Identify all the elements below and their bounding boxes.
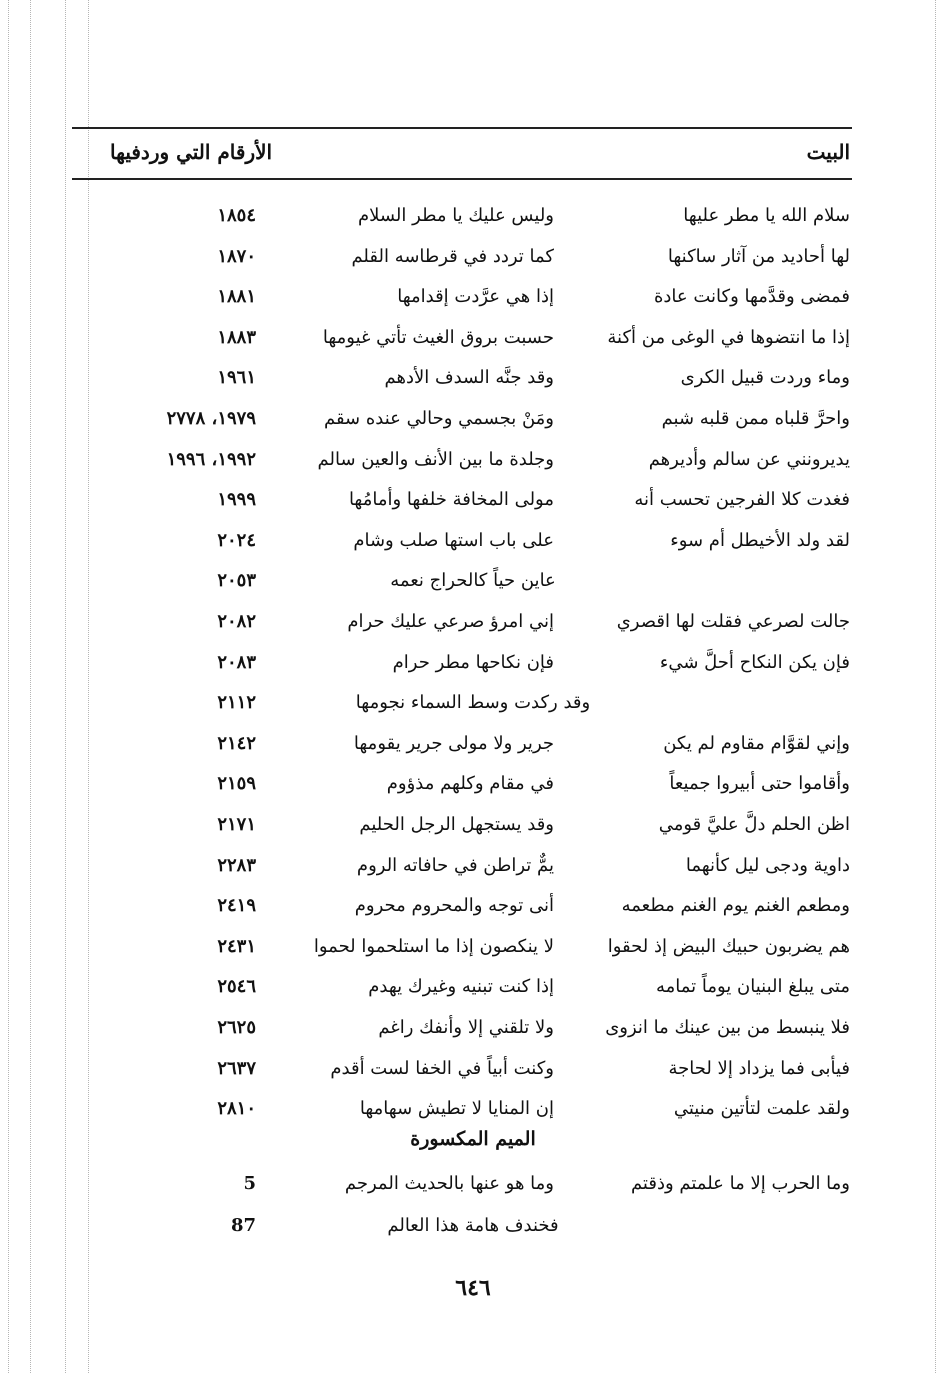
verse-single-line: وقد ركدت وسط السماء نجومها <box>355 692 591 714</box>
index-row <box>0 967 946 1007</box>
verse-reference-numbers: ٢١٥٩ <box>217 773 256 795</box>
verse-second-hemistich: في مقام وكلهم مذؤوم <box>386 773 554 795</box>
index-row <box>0 846 946 886</box>
index-row <box>0 927 946 967</box>
verse-second-hemistich: جرير ولا مولى جرير يقومها <box>353 732 554 754</box>
verse-second-hemistich: حسبت بروق الغيث تأتي غيومها <box>322 326 554 348</box>
verse-reference-numbers: ٢٢٨٣ <box>217 854 256 876</box>
verse-reference-numbers: ١٨٧٠ <box>217 245 256 267</box>
verse-second-hemistich: وكنت أبياً في الخفا لست أقدم <box>330 1057 554 1079</box>
verse-first-hemistich: داوية ودجى ليل كأنهما <box>685 854 850 876</box>
verse-first-hemistich: فغدت كلا الفرجين تحسب أنه <box>634 489 850 511</box>
index-row <box>0 318 946 358</box>
verse-reference-numbers: ٢٥٤٦ <box>217 976 256 998</box>
verse-reference-numbers: ٢٨١٠ <box>217 1098 256 1120</box>
verse-second-hemistich: لا ينكصون إذا ما استلحموا لحموا <box>313 935 554 957</box>
verse-second-hemistich: ولا تلقني إلا وأنفك راغم <box>378 1017 554 1038</box>
index-row <box>0 805 946 845</box>
verse-first-hemistich: فلا ينبسط من بين عينك ما انزوى <box>605 1017 850 1038</box>
verse-reference-numbers: ٢١٤٢ <box>217 732 256 754</box>
index-row <box>0 1164 946 1204</box>
verse-second-hemistich: إني امرؤ صرعي عليك حرام <box>347 611 554 632</box>
verse-reference-numbers: ٢٤١٩ <box>217 895 256 917</box>
index-row <box>0 764 946 804</box>
index-row <box>0 1206 946 1246</box>
index-row <box>0 724 946 764</box>
verse-first-hemistich: وماء وردت قبيل الكرى <box>680 367 850 389</box>
verse-second-hemistich: وقد جنَّه السدف الأدهم <box>384 367 554 389</box>
verse-second-hemistich: ومَنْ بجسمي وحالي عنده سقم <box>323 408 554 429</box>
verse-second-hemistich: إن المنايا لا تطيش سهامها <box>359 1098 554 1120</box>
verse-reference-numbers: ٢٠٨٣ <box>217 651 256 673</box>
verse-reference-numbers: ١٨٥٤ <box>217 205 256 226</box>
verse-reference-numbers: ٢٦٣٧ <box>217 1057 256 1079</box>
verse-first-hemistich: وإني لقوَّام مقاوم لم يكن <box>663 732 850 754</box>
verse-reference-numbers: ١٩٩٩ <box>217 489 256 511</box>
verse-first-hemistich: إذا ما انتضوها في الوغى من أكنة <box>607 326 850 348</box>
verse-reference-numbers: ١٩٧٩، ٢٧٧٨ <box>166 408 256 429</box>
verse-second-hemistich: كما تردد في قرطاسه القلم <box>351 245 554 267</box>
header-column-verse: البيت <box>806 140 850 164</box>
verse-reference-numbers: ٢٤٣١ <box>217 935 256 957</box>
index-row <box>0 358 946 398</box>
index-row <box>0 886 946 926</box>
verse-first-hemistich: جالت لصرعي فقلت لها اقصري <box>616 611 850 632</box>
verse-second-hemistich: وليس عليك يا مطر السلام <box>357 205 554 226</box>
verse-reference-numbers: ٢٦٢٥ <box>217 1017 256 1038</box>
verse-reference-numbers: ١٨٨١ <box>217 286 256 308</box>
index-row <box>0 1089 946 1129</box>
verse-reference-numbers: ٢١٧١ <box>217 814 256 835</box>
verse-second-hemistich: وجلدة ما بين الأنف والعين سالم <box>317 448 554 470</box>
verse-second-hemistich: وما هو عنها بالحديث المرجم <box>344 1173 554 1194</box>
index-row <box>0 1049 946 1089</box>
verse-first-hemistich: لقد ولد الأخيطل أم سوء <box>670 529 850 551</box>
index-row <box>0 480 946 520</box>
verse-second-hemistich: إذا هي عرَّدت إقدامها <box>397 286 554 308</box>
verse-second-hemistich: أنى توجه والمحروم محروم <box>354 895 554 917</box>
index-row <box>0 237 946 277</box>
verse-second-hemistich: يمٌّ تراطن في حافاته الروم <box>356 854 554 876</box>
verse-first-hemistich: وأقاموا حتى أبيروا جميعاً <box>669 773 850 795</box>
index-row <box>0 277 946 317</box>
verse-reference-numbers: ٢٠٢٤ <box>217 529 256 551</box>
index-row <box>0 196 946 236</box>
verse-reference-numbers: ٢٠٥٣ <box>217 570 256 592</box>
verse-first-hemistich: فيأبى فما يزداد إلا لحاجة <box>668 1057 850 1079</box>
verse-second-hemistich: فإن نكاحها مطر حرام <box>392 651 554 673</box>
verse-first-hemistich: اظن الحلم دلَّ عليَّ قومي <box>658 814 850 835</box>
index-row <box>0 399 946 439</box>
verse-reference-numbers: 5 <box>243 1173 256 1194</box>
header-column-refs: الأرقام التي وردفيها <box>110 140 273 164</box>
verse-first-hemistich: فإن يكن النكاح أحلَّ شيء <box>659 651 850 673</box>
index-row <box>0 683 946 723</box>
verse-first-hemistich: ومطعم الغنم يوم الغنم مطعمه <box>621 895 850 917</box>
verse-reference-numbers: ١٩٩٢، ١٩٩٦ <box>166 448 256 470</box>
index-row <box>0 602 946 642</box>
verse-first-hemistich: وما الحرب إلا ما علمتم وذقتم <box>630 1173 850 1194</box>
index-row <box>0 1008 946 1048</box>
header-top-rule <box>72 127 852 129</box>
verse-reference-numbers: ١٩٦١ <box>217 367 256 389</box>
index-row <box>0 440 946 480</box>
verse-first-hemistich: لها أحاديد من آثار ساكنها <box>667 245 850 267</box>
verse-first-hemistich: فمضى وقدَّمها وكانت عادة <box>653 286 850 308</box>
verse-single-line: عاين حياً كالحراج نعمه <box>390 570 556 592</box>
verse-first-hemistich: سلام الله يا مطر عليها <box>683 205 850 226</box>
verse-second-hemistich: إذا كنت تبنيه وغيرك يهدم <box>368 976 554 998</box>
verse-reference-numbers: ٢٠٨٢ <box>217 611 256 632</box>
header-bottom-rule <box>72 178 852 180</box>
index-row <box>0 643 946 683</box>
verse-reference-numbers: ٢١١٢ <box>217 692 256 714</box>
verse-second-hemistich: على باب استها صلب وشام <box>353 529 554 551</box>
section-title: الميم المكسورة <box>410 1128 536 1150</box>
verse-second-hemistich: مولى المخافة خلفها وأمامُها <box>348 489 554 511</box>
verse-second-hemistich: وقد يستجهل الرجل الحليم <box>359 814 554 835</box>
verse-reference-numbers: ١٨٨٣ <box>217 326 256 348</box>
verse-reference-numbers: 87 <box>230 1215 256 1236</box>
verse-first-hemistich: يديرونني عن سالم وأديرهم <box>648 448 850 470</box>
verse-first-hemistich: واحرَّ قلباه ممن قلبه شبم <box>661 408 850 429</box>
page-number: ٦٤٦ <box>455 1275 491 1301</box>
verse-first-hemistich: هم يضربون حبيك البيض إذ لحقوا <box>607 935 850 957</box>
verse-first-hemistich: ولقد علمت لتأتين منيتي <box>673 1098 850 1120</box>
verse-single-line: فخندف هامة هذا العالم <box>387 1215 559 1236</box>
verse-first-hemistich: متى يبلغ البنيان يوماً تمامه <box>655 976 850 998</box>
index-row <box>0 561 946 601</box>
index-row <box>0 521 946 561</box>
